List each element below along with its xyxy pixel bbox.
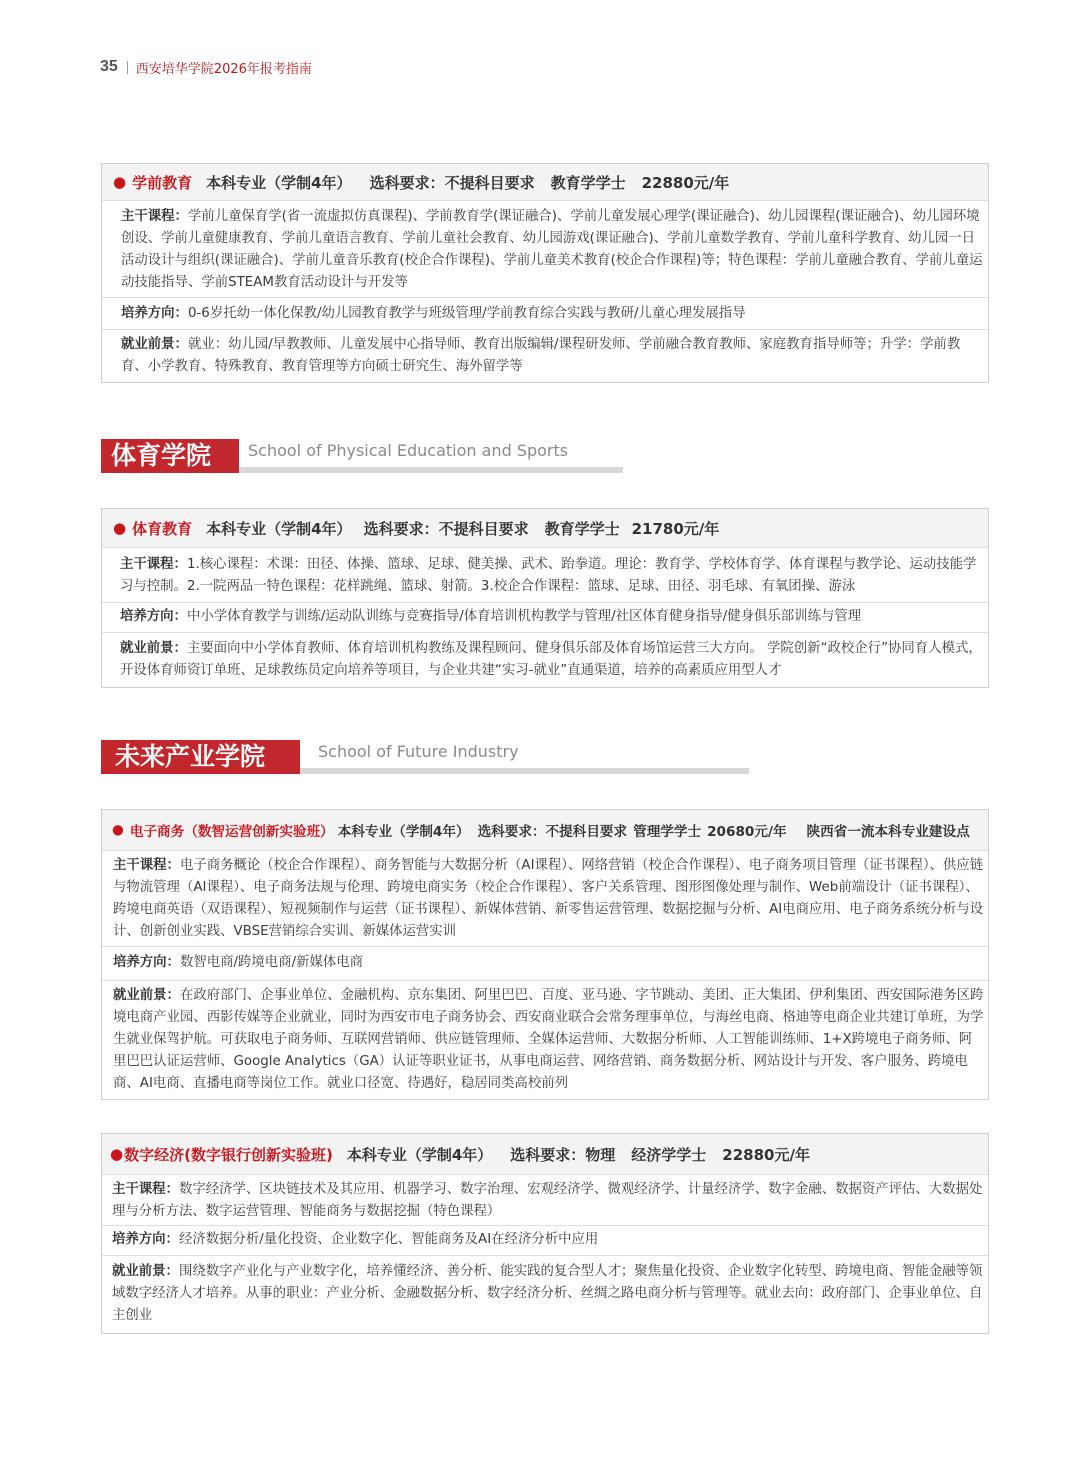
bullet-icon: ● — [113, 173, 127, 191]
course-row — [102, 547, 988, 602]
course-row — [102, 1174, 988, 1225]
major-header — [102, 810, 988, 850]
bullet-icon: ● — [110, 1145, 124, 1163]
program-type: 本科专业（学制4年） — [206, 519, 352, 538]
page-header — [100, 56, 312, 78]
degree: 教育学学士 — [544, 519, 620, 538]
tuition: 22880元/年 — [641, 173, 730, 192]
course-row — [102, 200, 988, 297]
major-name: 学前教育 — [132, 173, 193, 192]
course-text: 1.核心课程：术课：田径、体操、篮球、足球、健美操、武术、跆拳道。理论：教育学、学校体育学、体育课程与教学论、运动技能学习与控制。2.一院两品一特色课程：花样跳绳、篮球、射箭。3.校企合作课程：篮球、足球、田径、羽毛球、有氧团操、游泳 — [120, 557, 977, 594]
career-text: 在政府部门、企事业单位、金融机构、京东集团、阿里巴巴、百度、亚马逊、字节跳动、美团、正大集团、伊利集团、西安国际港务区跨境电商产业园、西影传媒等企业就业，同时为西安市电子商务协会、西安商业联合会常务理事单位，与海丝电商、格迪等电商企业共建订单班，为学生就业保驾护航。可获取电子商务师、互联网营销师、供应链管理师、全媒体运营师、大数据分析师、人工智能训练师、1+X跨境电子商务师、阿里巴巴认证运营师、Google Analytics（GA）认证等职业证书，从事电商运营、网络营销、商务数据分析、网站设计与开发、客户服务、跨境电商、AI电商、直播电商等岗位工作。就业口径宽、待遇好，稳居同类高校前列 — [113, 988, 984, 1091]
degree: 教育学学士 — [550, 173, 626, 192]
major-card-preschool — [101, 163, 989, 383]
direction-row — [102, 602, 988, 632]
major-header — [102, 509, 988, 547]
career-label: 就业前景： — [113, 988, 180, 1003]
major-header — [102, 1134, 988, 1174]
section-underline — [239, 467, 623, 473]
subject-requirement: 选科要求：物理 — [510, 1145, 616, 1164]
direction-label: 培养方向： — [112, 1232, 179, 1247]
major-name: 体育教育 — [132, 519, 193, 538]
direction-text: 中小学体育教学与训练/运动队训练与竞赛指导/体育培训机构教学与管理/社区体育健身指导/健身俱乐部训练与管理 — [186, 609, 862, 624]
direction-row — [102, 1225, 988, 1255]
career-row — [102, 329, 988, 382]
career-text: 主要面向中小学体育教师、体育培训机构教练及课程顾问、健身俱乐部及体育场馆运营三大方向。 学院创新“政校企行”协同育人模式，开设体育师资订单班、足球教练员定向培养等项目，与企业共建“实习-就业”直通渠道，培养的高素质应用型人才 — [120, 641, 982, 678]
page-number: 35 — [100, 58, 118, 75]
major-card-digital-economy — [101, 1133, 989, 1334]
section-future — [101, 740, 749, 774]
tuition: 22880元/年 — [722, 1145, 810, 1164]
degree: 管理学学士 — [633, 824, 702, 840]
career-row — [102, 1255, 988, 1333]
subject-requirement: 选科要求：不提科目要求 — [369, 173, 535, 192]
section-pe — [101, 439, 623, 473]
career-label: 就业前景： — [120, 641, 187, 656]
tuition: 21780元/年 — [631, 519, 720, 538]
subject-requirement: 选科要求：不提科目要求 — [477, 824, 628, 840]
direction-label: 培养方向： — [113, 955, 180, 970]
career-row — [102, 980, 988, 1099]
provincial-first-class-badge: 陕西省一流本科专业建设点 — [806, 824, 970, 840]
bullet-icon: ● — [112, 822, 124, 838]
course-text: 数字经济学、区块链技术及其应用、机器学习、数字治理、宏观经济学、微观经济学、计量经济学、数字金融、数据资产评估、大数据处理与分析方法、数字运营管理、智能商务与数据挖掘（特色课程） — [112, 1182, 983, 1219]
career-label: 就业前景： — [112, 1264, 179, 1279]
program-type: 本科专业（学制4年） — [346, 1145, 493, 1164]
direction-label: 培养方向： — [121, 306, 188, 321]
course-label: 主干课程： — [120, 557, 187, 572]
program-type: 本科专业（学制4年） — [206, 173, 352, 192]
career-text: 就业：幼儿园/早教教师、儿童发展中心指导师、教育出版编辑/课程研发师、学前融合教育教师、家庭教育指导师等；升学：学前教育、小学教育、特殊教育、教育管理等方向硕士研究生、海外留学等 — [121, 337, 961, 374]
direction-text: 经济数据分析/量化投资、企业数字化、智能商务及AI在经济分析中应用 — [178, 1232, 599, 1247]
course-label: 主干课程： — [121, 209, 188, 224]
section-title: 未来产业学院 — [101, 740, 300, 774]
section-english-title: School of Physical Education and Sports — [248, 441, 569, 460]
bullet-icon: ● — [113, 519, 127, 537]
career-row — [102, 632, 988, 687]
course-text: 电子商务概论（校企合作课程）、商务智能与大数据分析（AI课程）、网络营销（校企合作课程）、电子商务项目管理（证书课程）、供应链与物流管理（AI课程）、电子商务法规与伦理、跨境电商实务（校企合作课程）、客户关系管理、图形图像处理与制作、Web前端设计（证书课程）、跨境电商英语（双语课程）、短视频制作与运营（证书课程）、新媒体营销、新零售运营管理、数据挖掘与分析、AI电商应用、电子商务系统分析与设计、创新创业实践、VBSE营销综合实训、新媒体运营实训 — [113, 858, 984, 939]
course-label: 主干课程： — [113, 858, 180, 873]
major-header — [102, 164, 988, 200]
section-underline — [300, 768, 749, 774]
direction-label: 培养方向： — [120, 609, 187, 624]
direction-text: 数智电商/跨境电商/新媒体电商 — [179, 955, 364, 970]
direction-row — [102, 297, 988, 329]
subject-requirement: 选科要求：不提科目要求 — [363, 519, 529, 538]
career-text: 围绕数字产业化与产业数字化，培养懂经济、善分析、能实践的复合型人才；聚焦量化投资、企业数字化转型、跨境电商、智能金融等领域数字经济人才培养。从事的职业：产业分析、金融数据分析、数字经济分析、丝绸之路电商分析与管理等。就业去向：政府部门、企事业单位、自主创业 — [112, 1264, 983, 1323]
major-card-pe — [101, 508, 989, 688]
direction-text: 0-6岁托幼一体化保教/幼儿园教育教学与班级管理/学前教育综合实践与教研/儿童心理发展指导 — [187, 306, 746, 321]
direction-row — [102, 946, 988, 980]
course-row — [102, 850, 988, 946]
major-name: 电子商务（数智运营创新实验班） — [129, 824, 334, 840]
degree: 经济学学士 — [631, 1145, 707, 1164]
major-card-ecommerce — [101, 809, 989, 1100]
course-text: 学前儿童保育学(省一流虚拟仿真课程)、学前教育学(课证融合)、学前儿童发展心理学(课证融合)、幼儿园课程(课证融合)、幼儿园环境创设、学前儿童健康教育、学前儿童语言教育、学前儿童社会教育、幼儿园游戏(课证融合)、学前儿童数学教育、学前儿童科学教育、幼儿园一日活动设计与组织(课证融合)、学前儿童音乐教育(校企合作课程)、学前儿童美术教育(校企合作课程)等；特色课程：学前儿童融合教育、学前儿童运动技能指导、学前STEAM教育活动设计与开发等 — [121, 209, 983, 290]
program-type: 本科专业（学制4年） — [337, 824, 470, 840]
guide-title: 西安培华学院2026年报考指南 — [135, 61, 312, 77]
career-label: 就业前景： — [121, 337, 188, 352]
tuition: 20680元/年 — [707, 824, 787, 840]
section-title: 体育学院 — [101, 439, 239, 473]
major-name: 数字经济(数字银行创新实验班) — [124, 1145, 333, 1164]
header-divider — [127, 61, 128, 74]
course-label: 主干课程： — [112, 1182, 179, 1197]
section-english-title: School of Future Industry — [318, 742, 519, 761]
